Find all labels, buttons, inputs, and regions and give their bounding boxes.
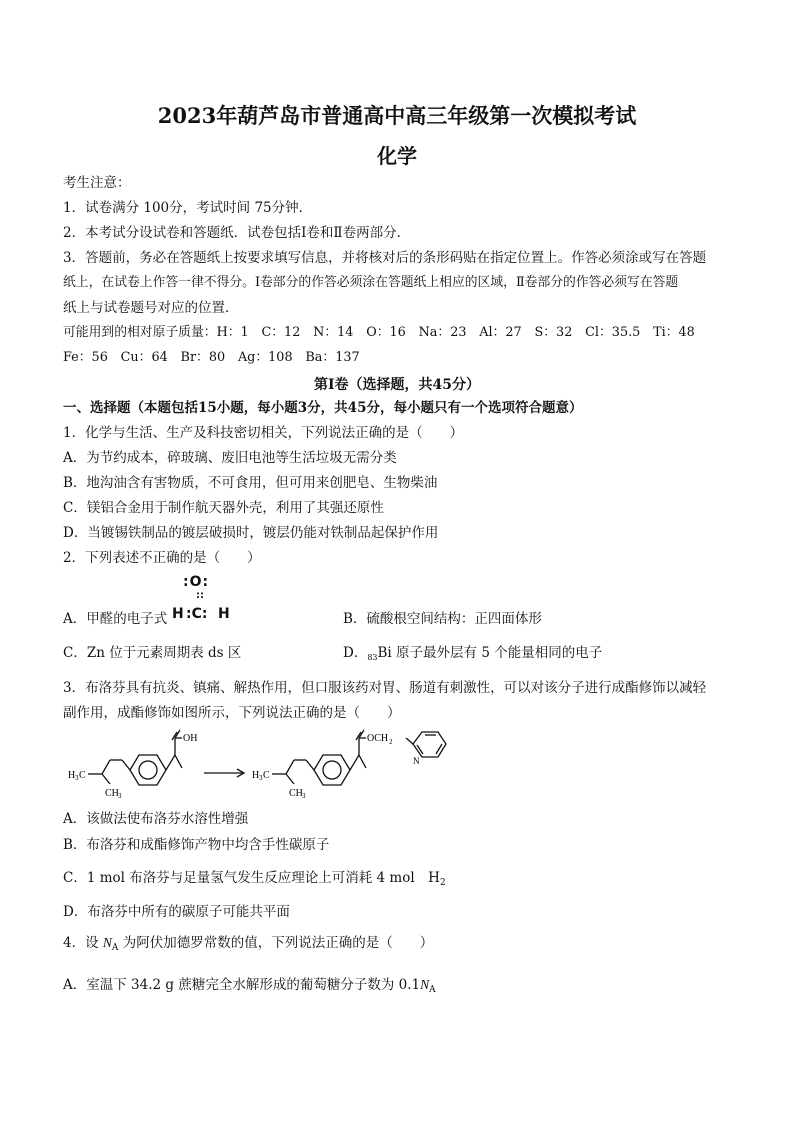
q4-stem bbox=[63, 934, 433, 954]
notice-heading: 考生注意： bbox=[63, 175, 131, 191]
ch3-sub-1: 3 bbox=[118, 792, 122, 800]
q2-option-d-letter: D． bbox=[343, 645, 368, 661]
h3c-label-1: H bbox=[68, 770, 76, 781]
formaldehyde-h-right: H bbox=[218, 606, 230, 622]
q4-stem-post: 为阿伏加德罗常数的值，下列说法正确的是（ ） bbox=[118, 935, 434, 951]
formaldehyde-double-bond-dots: :: bbox=[196, 590, 204, 601]
q3-stem-line-2: 副作用，成酯修饰如图所示，下列说法正确的是（ ） bbox=[63, 705, 401, 721]
atomic-mass-line-1: 可能用到的相对原子质量：H：1 C：12 N：14 O：16 Na：23 Al：27 S：32 Cl：35.5 Ti：48 bbox=[63, 325, 695, 340]
avogadro-symbol: N bbox=[102, 935, 112, 950]
notice-item-1: 1．试卷满分 100分，考试时间 75分钟． bbox=[63, 200, 313, 216]
h3c-sub-2: 3 bbox=[259, 774, 263, 782]
ibuprofen-structure bbox=[88, 730, 182, 785]
formaldehyde-carbon: :C: bbox=[186, 606, 208, 622]
formaldehyde-oxygen: :O: bbox=[183, 574, 210, 590]
ch3-label-1: CH bbox=[105, 788, 119, 799]
q2-option-d-text: Bi 原子最外层有 5 个能量相同的电子 bbox=[377, 645, 603, 661]
q4-option-a-avogadro: N bbox=[420, 977, 430, 992]
avogadro-subscript: A bbox=[111, 943, 119, 953]
h3c-c-2: C bbox=[263, 770, 270, 781]
oh-label: OH bbox=[183, 733, 198, 744]
h2-subscript: 2 bbox=[439, 878, 446, 888]
q3-option-c-text: C．1 mol 布洛芬与足量氢气发生反应理论上可消耗 4 mol H bbox=[63, 870, 440, 886]
q2-option-a: A．甲醛的电子式 bbox=[63, 611, 168, 627]
q3-option-c bbox=[63, 869, 446, 889]
q1-option-c: C．镁铝合金用于制作航天器外壳，利用了其强还原性 bbox=[63, 500, 384, 516]
reaction-arrow bbox=[204, 769, 244, 777]
q1-stem: 1．化学与生活、生产及科技密切相关，下列说法正确的是（ ） bbox=[63, 425, 464, 441]
q1-option-d: D．当镀锡铁制品的镀层破损时，镀层仍能对铁制品起保护作用 bbox=[63, 525, 439, 541]
q1-option-b: B．地沟油含有害物质，不可食用，但可用来创肥皂、生物柴油 bbox=[63, 475, 438, 491]
notice-item-3: 3．答题前，务必在答题纸上按要求填写信息，并将核对后的条形码贴在指定位置上。作答必须涂或写在答题 bbox=[63, 250, 707, 266]
h3c-label-2: H bbox=[252, 770, 260, 781]
q4-option-a bbox=[63, 976, 436, 996]
q4-option-a-avogadro-sub: A bbox=[429, 985, 436, 995]
subject-title: 化学 bbox=[377, 144, 417, 168]
pyridine-n-label: N bbox=[413, 756, 420, 766]
q1-option-a: A．为节约成本，碎玻璃、废旧电池等生活垃圾无需分类 bbox=[63, 450, 397, 466]
och2-sub: 2 bbox=[389, 738, 393, 746]
notice-item-3-end: 纸上与试卷题号对应的位置． bbox=[63, 300, 239, 316]
q3-option-b: B．布洛芬和成酯修饰产物中均含手性碳原子 bbox=[63, 837, 330, 853]
notice-item-3-cont: 纸上，在试卷上作答一律不得分。Ⅰ卷部分的作答必须涂在答题纸上相应的区域，Ⅱ卷部分的作答必须写在答题 bbox=[63, 275, 679, 290]
q3-option-a: A．该做法使布洛芬水溶性增强 bbox=[63, 811, 249, 827]
q4-option-a-text: A．室温下 34.2 g 蔗糖完全水解形成的葡萄糖分子数为 0.1 bbox=[63, 977, 421, 993]
ch3-label-2: CH bbox=[289, 788, 303, 799]
bi-atomic-number: 83 bbox=[367, 653, 378, 662]
part1-heading: 第Ⅰ卷（选择题，共45分） bbox=[313, 377, 481, 393]
ibuprofen-esterification-scheme bbox=[60, 724, 450, 806]
notice-item-2: 2．本考试分设试卷和答题纸．试卷包括Ⅰ卷和Ⅱ卷两部分． bbox=[63, 225, 411, 241]
q2-option-c: C．Zn 位于元素周期表 ds 区 bbox=[63, 645, 242, 661]
q2-stem: 2．下列表述不正确的是（ ） bbox=[63, 550, 261, 566]
h3c-c-1: C bbox=[79, 770, 86, 781]
q3-option-d: D．布洛芬中所有的碳原子可能共平面 bbox=[63, 904, 290, 920]
formaldehyde-h-left: H bbox=[172, 606, 184, 622]
q2-option-b: B．硫酸根空间结构：正四面体形 bbox=[343, 611, 542, 627]
q4-stem-pre: 4．设 bbox=[63, 935, 103, 951]
exam-title: 2023年葫芦岛市普通高中高三年级第一次模拟考试 bbox=[157, 103, 637, 128]
formaldehyde-electron-formula bbox=[170, 574, 240, 626]
atomic-mass-line-2: Fe：56 Cu：64 Br：80 Ag：108 Ba：137 bbox=[63, 350, 360, 365]
q3-stem-line-1: 3．布洛芬具有抗炎、镇痛、解热作用，但口服该药对胃、肠道有刺激性，可以对该分子进行成酯修饰以减轻 bbox=[63, 680, 707, 696]
q2-option-d bbox=[343, 644, 602, 664]
ester-product-structure bbox=[272, 730, 446, 785]
ch3-sub-2: 3 bbox=[302, 792, 306, 800]
section1-heading: 一、选择题（本题包括15小题，每小题3分，共45分，每小题只有一个选项符合题意） bbox=[63, 400, 583, 416]
och2-label: OCH bbox=[367, 733, 389, 744]
h3c-sub-1: 3 bbox=[75, 774, 79, 782]
